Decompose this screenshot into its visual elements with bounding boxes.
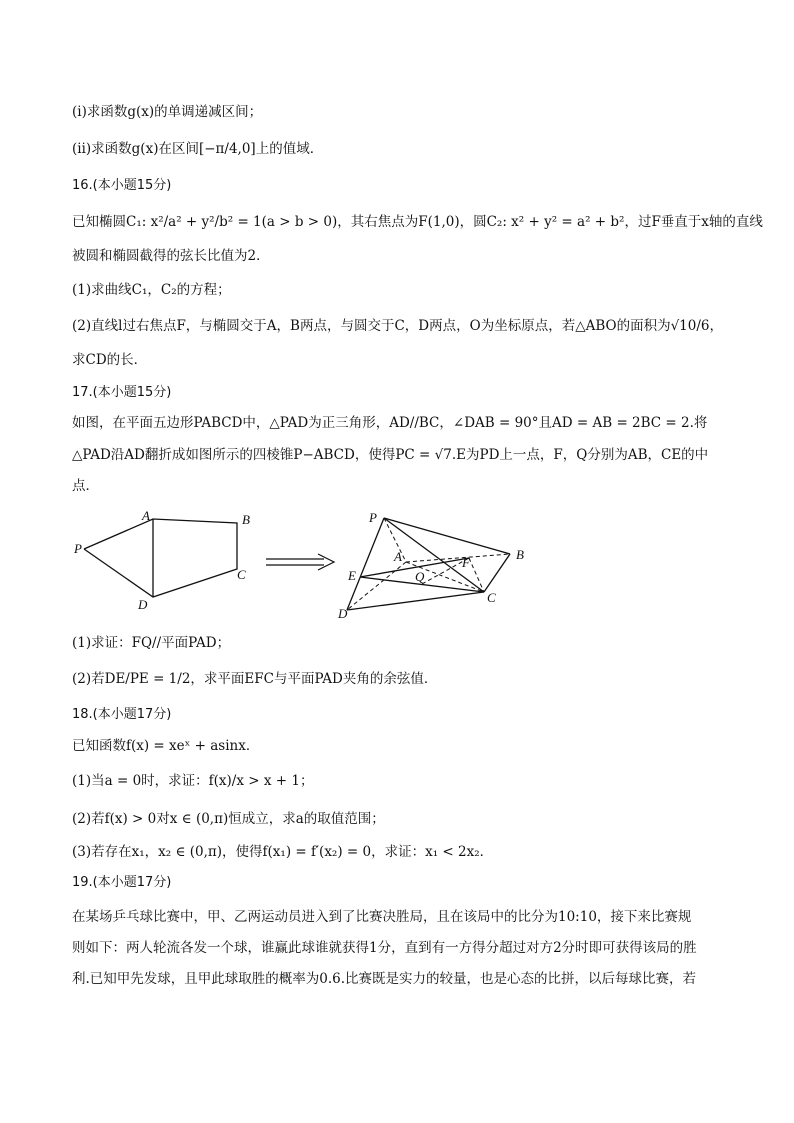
q17-stem-2: △PAD沿AD翻折成如图所示的四棱锥P−ABCD，使得PC = √7.E为PD上一点，F，Q分别为AB，CE的中 <box>72 447 709 463</box>
q16-stem-1: 已知椭圆C₁: x²/a² + y²/b² = 1(a > b > 0)，其右焦点为F(1,0)，圆C₂: x² + y² = a² + b²，过F垂直于x轴的直线 <box>72 214 763 230</box>
geometry-figure <box>72 506 542 622</box>
right-label-d: D <box>338 606 348 621</box>
q16-stem-2: 被圆和椭圆截得的弦长比值为2． <box>72 248 270 264</box>
q19-stem-3: 利.已知甲先发球，且甲此球取胜的概率为0.6.比赛既是实力的较量，也是心态的比拼，以后每球比赛，若 <box>72 971 697 987</box>
q18-part-2: (2)若f(x) > 0对x ∈ (0,π)恒成立，求a的取值范围； <box>72 811 385 827</box>
right-label-c: C <box>487 590 496 605</box>
line-l1: (ⅰ)求函数g(x)的单调递减区间； <box>72 104 263 120</box>
q17-stem-3: 点． <box>72 478 99 494</box>
q17-stem-1: 如图，在平面五边形PABCD中，△PAD为正三角形，AD//BC，∠DAB = 90°且AD = AB = 2BC = 2.将 <box>72 415 708 431</box>
pentagon-figure <box>84 519 237 597</box>
right-label-a: A <box>394 549 402 564</box>
q18-part-1: (1)当a = 0时，求证：f(x)/x > x + 1； <box>72 773 314 789</box>
left-label-d: D <box>138 597 148 612</box>
q18-stem: 已知函数f(x) = xeˣ + asinx． <box>72 738 260 754</box>
q19-header: 19.(本小题17分) <box>72 875 172 890</box>
line-l2: (ⅱ)求函数g(x)在区间[−π/4,0]上的值域． <box>72 141 324 157</box>
left-label-p: P <box>74 541 82 556</box>
q18-part-3: (3)若存在x₁，x₂ ∈ (0,π)，使得f(x₁) = f′(x₂) = 0，求证：x₁ < 2x₂． <box>72 844 494 860</box>
q19-stem-1: 在某场乒乓球比赛中，甲、乙两运动员进入到了比赛决胜局，且在该局中的比分为10:10，接下来比赛规 <box>72 909 692 925</box>
right-label-q: Q <box>415 569 425 584</box>
pyramid-figure <box>347 518 510 610</box>
right-label-b: B <box>516 547 524 562</box>
q16-header: 16.(本小题15分) <box>72 178 172 193</box>
q16-part-2: (2)直线l过右焦点F，与椭圆交于A，B两点，与圆交于C，D两点，O为坐标原点，若△ABO的面积为√10/6， <box>72 318 723 334</box>
right-label-f: F <box>462 555 470 570</box>
q16-part-1: (1)求曲线C₁，C₂的方程； <box>72 282 231 298</box>
q17-header: 17.(本小题15分) <box>72 385 172 400</box>
q17-part-1: (1)求证：FQ//平面PAD； <box>72 635 231 651</box>
left-label-c: C <box>237 567 246 582</box>
q19-stem-2: 则如下：两人轮流各发一个球，谁赢此球谁就获得1分，直到有一方得分超过对方2分时即可获得该局的胜 <box>72 940 697 956</box>
q18-header: 18.(本小题17分) <box>72 707 172 722</box>
right-label-e: E <box>348 568 356 583</box>
right-label-p: P <box>369 510 377 525</box>
arrow-icon <box>266 554 334 570</box>
left-label-a: A <box>142 508 150 523</box>
left-label-b: B <box>242 512 250 527</box>
q17-part-2: (2)若DE/PE = 1/2，求平面EFC与平面PAD夹角的余弦值． <box>72 671 438 687</box>
pyramid-hidden-edges <box>347 518 510 610</box>
q16-part-2b: 求CD的长． <box>72 352 148 368</box>
